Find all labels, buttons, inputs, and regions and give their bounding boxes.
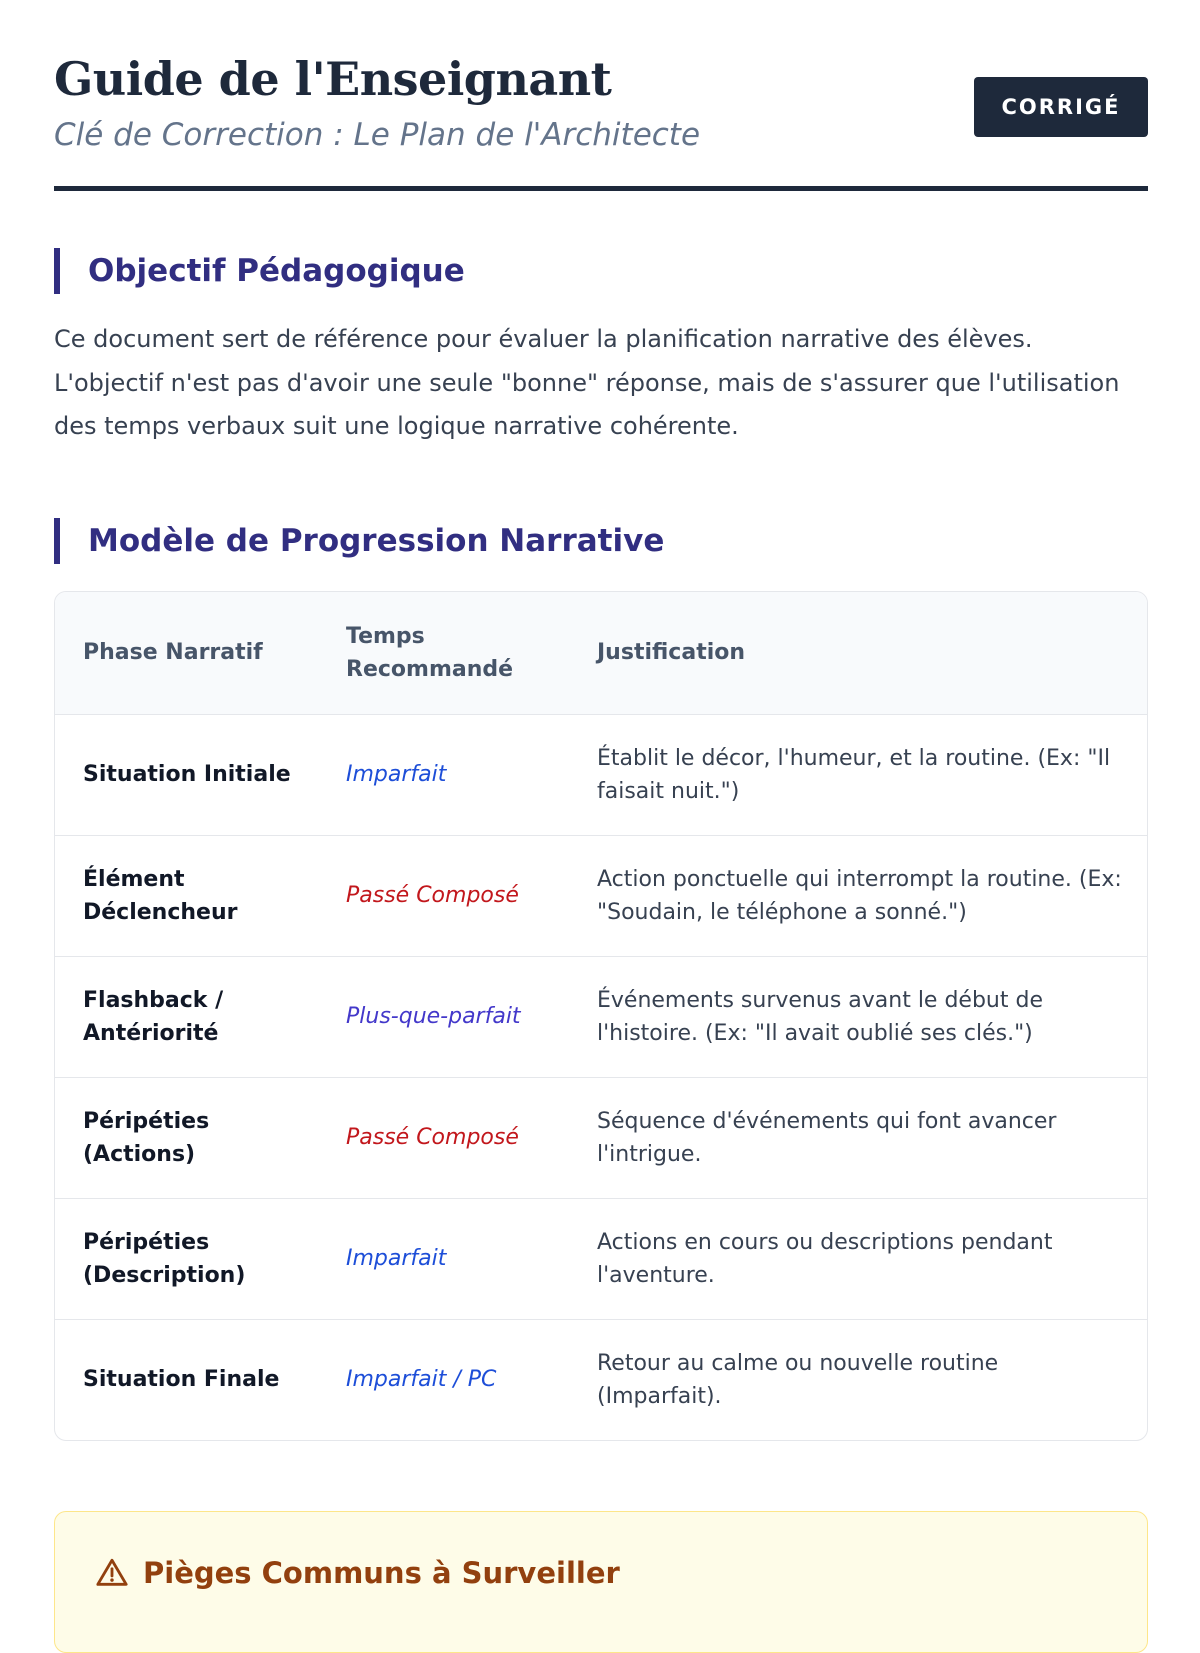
progression-table-card	[54, 591, 1148, 1441]
phase-cell: Élément Déclencheur	[55, 835, 318, 956]
tense-cell: Imparfait	[318, 714, 569, 835]
table-row	[55, 956, 1147, 1077]
table-row	[55, 1319, 1147, 1440]
phase-cell: Péripéties (Description)	[55, 1198, 318, 1319]
table-row	[55, 714, 1147, 835]
page-title: Guide de l'Enseignant	[54, 52, 612, 106]
column-header-tense: Temps Recommandé	[318, 592, 569, 714]
pitfalls-heading	[95, 1556, 620, 1590]
common-pitfalls-card	[54, 1511, 1148, 1653]
warning-triangle-icon	[95, 1556, 129, 1590]
table-row	[55, 1077, 1147, 1198]
tense-cell: Plus-que-parfait	[318, 956, 569, 1077]
column-header-justification: Justification	[569, 592, 1147, 714]
justification-cell: Actions en cours ou descriptions pendant l'aventure.	[569, 1198, 1147, 1319]
objective-text: Ce document sert de référence pour évaluer la planification narrative des élèves. L'objectif n'est pas d'avoir une seule "bonne" réponse, mais de s'assurer que l'utilisation des temps verbaux suit une logique narrative cohérente.	[54, 325, 1120, 440]
progression-heading: Modèle de Progression Narrative	[54, 518, 664, 564]
justification-cell: Action ponctuelle qui interrompt la routine. (Ex: "Soudain, le téléphone a sonné.")	[569, 835, 1147, 956]
tense-cell: Imparfait	[318, 1198, 569, 1319]
justification-cell: Établit le décor, l'humeur, et la routine. (Ex: "Il faisait nuit.")	[569, 714, 1147, 835]
header-divider	[54, 186, 1148, 191]
progression-table	[55, 592, 1147, 1440]
tense-cell: Passé Composé	[318, 835, 569, 956]
page-header	[54, 0, 1148, 192]
table-header-row	[55, 592, 1147, 714]
table-row	[55, 835, 1147, 956]
page-subtitle: Clé de Correction : Le Plan de l'Architecte	[54, 117, 701, 153]
tense-cell: Passé Composé	[318, 1077, 569, 1198]
column-header-phase: Phase Narratif	[55, 592, 318, 714]
tense-cell: Imparfait / PC	[346, 1367, 497, 1393]
justification-cell: Séquence d'événements qui font avancer l'intrigue.	[569, 1077, 1147, 1198]
phase-cell: Flashback / Antériorité	[55, 956, 318, 1077]
justification-cell: Événements survenus avant le début de l'histoire. (Ex: "Il avait oublié ses clés.")	[569, 956, 1147, 1077]
justification-cell: Retour au calme ou nouvelle routine (Imparfait).	[597, 1350, 999, 1409]
phase-cell: Situation Finale	[83, 1367, 280, 1393]
pitfalls-heading-text: Pièges Communs à Surveiller	[143, 1556, 620, 1590]
answer-key-badge: CORRIGÉ	[974, 77, 1148, 137]
objective-heading: Objectif Pédagogique	[54, 248, 465, 294]
table-row	[55, 1198, 1147, 1319]
phase-cell: Péripéties (Actions)	[55, 1077, 318, 1198]
phase-cell: Situation Initiale	[55, 714, 318, 835]
answer-key-page	[54, 0, 1148, 1590]
